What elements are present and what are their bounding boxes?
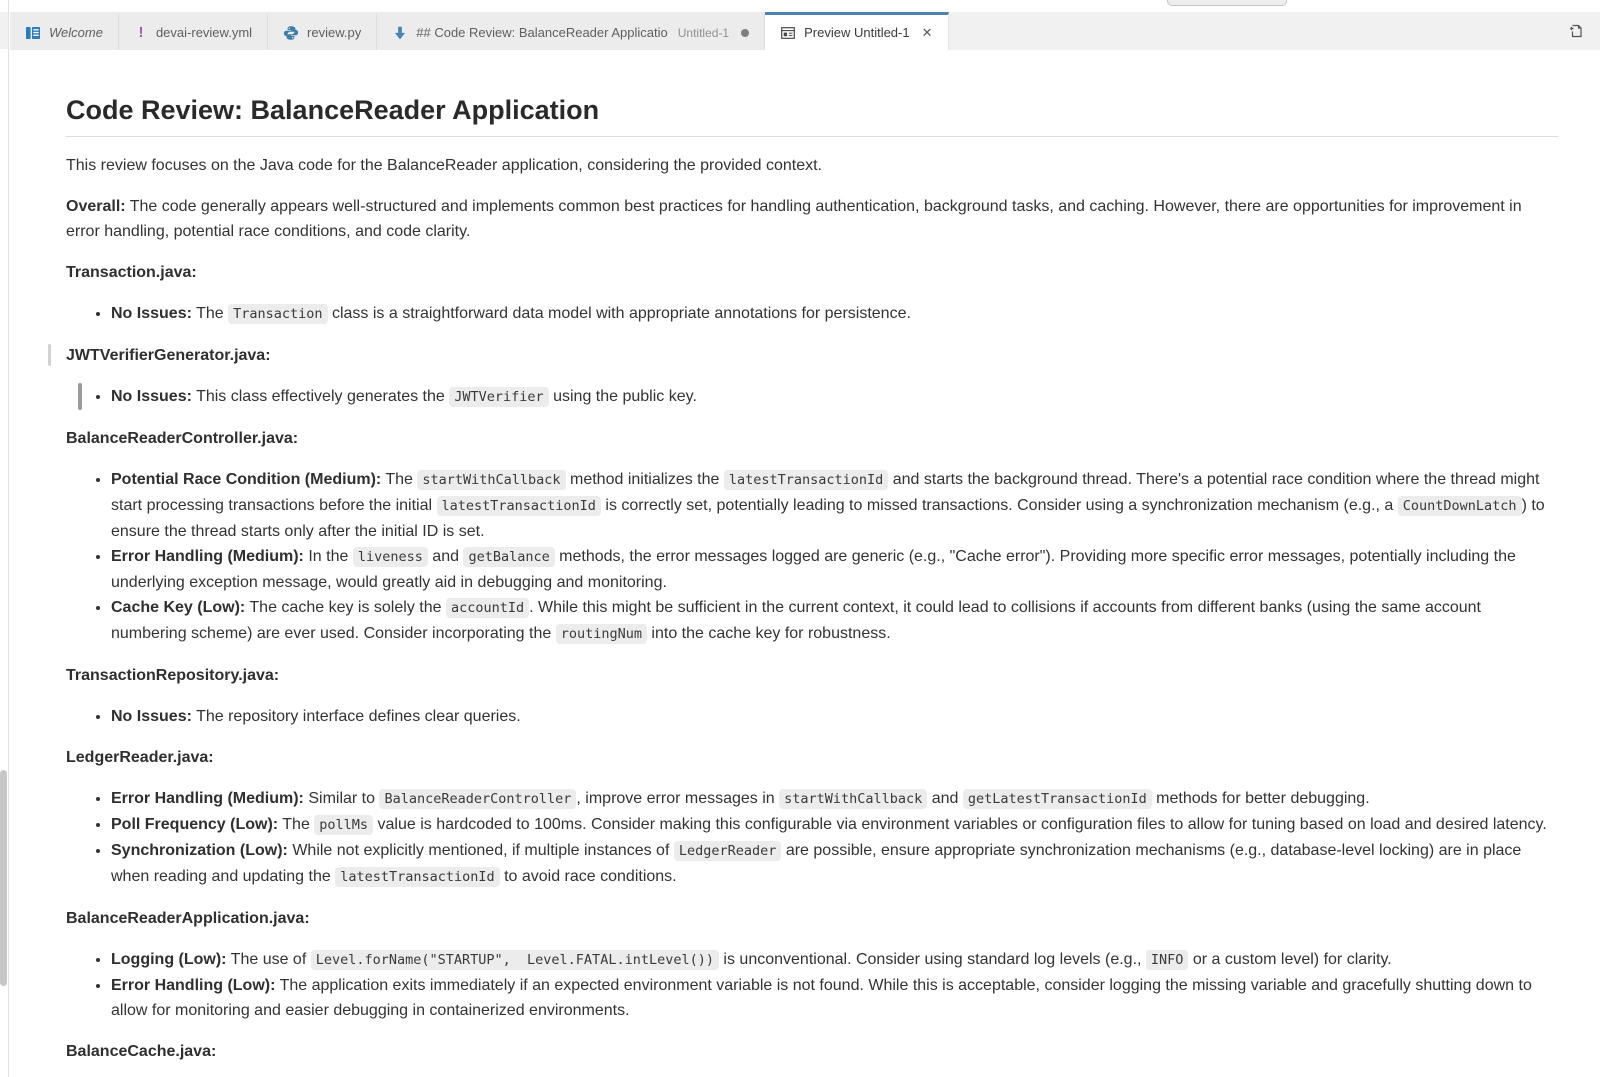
adjacent-editor-strip [0,0,9,1077]
bold-text: Logging (Low): [111,951,227,968]
inline-code: INFO [1146,950,1189,970]
bold-text: BalanceReaderController.java: [66,430,299,447]
bold-text: BalanceReaderApplication.java: [66,910,310,927]
tab-label: Welcome [49,25,103,40]
inline-code: Transaction [228,304,327,324]
close-icon[interactable]: ✕ [921,25,933,40]
bold-text: Synchronization (Low): [111,842,288,859]
text: The cache key is solely the [245,599,446,616]
tab-welcome[interactable] [10,12,119,50]
text: The repository interface defines clear queries. [191,708,521,725]
inline-code: pollMs [314,815,373,835]
bullet-list [66,467,1558,647]
inline-code: startWithCallback [779,789,927,809]
list-item [111,301,1558,327]
text: This class effectively generates the [191,388,450,405]
text: and [927,790,963,807]
inline-code: BalanceReaderController [379,789,576,809]
tab-bar [10,12,1600,50]
editor-actions [1566,12,1600,50]
bold-text: No Issues: [111,388,192,405]
overall-paragraph [66,194,1558,244]
inline-code: latestTransactionId [437,496,601,516]
list-item [111,973,1558,1023]
inline-code: getLatestTransactionId [963,789,1152,809]
text: using the public key. [548,388,697,405]
text: While not explicitly mentioned, if multiple instances of [287,842,674,859]
bullet-list [66,384,1558,410]
modified-dot-icon [741,29,749,37]
tab-label: review.py [307,25,362,40]
tab-label: devai-review.yml [155,25,253,40]
tab-label: Preview Untitled-1 [804,25,910,40]
inline-code: routingNum [556,624,647,644]
bold-text: Cache Key (Low): [111,599,246,616]
list-item [111,838,1558,890]
adjacent-tabbar-edge [0,12,8,49]
list-item [111,812,1558,838]
text: The use of [226,951,311,968]
bold-text: Overall: [66,198,126,215]
text: The [278,816,315,833]
text: methods, the error messages logged are generic (e.g., "Cache error"). Providing more specific error messages, potentially including the underlying exception message, would greatly aid in debugging and monitoring. [111,548,1516,591]
file-heading-balancereadercontroller [66,426,1558,451]
list-item [111,467,1558,544]
welcome-icon [25,25,41,41]
text: is correctly set, potentially leading to missed transactions. Consider using a synchronization mechanism (e.g., a [600,497,1398,514]
tab-review-py[interactable] [268,12,377,50]
list-item [111,595,1558,647]
list-item [111,947,1558,973]
bold-text: Error Handling (Low): [111,977,276,994]
editor-group [10,0,1600,1077]
text: Similar to [303,790,380,807]
markdown-icon [392,25,408,41]
bold-text: Error Handling (Medium): [111,548,304,565]
bullet-list [66,947,1558,1023]
bullet-list [66,301,1558,327]
text: or a custom level) for clarity. [1188,951,1392,968]
page-title: Code Review: BalanceReader Application [66,94,1558,137]
bold-text: JWTVerifierGenerator.java: [66,347,271,364]
text: to avoid race conditions. [499,868,677,885]
text: value is hardcoded to 100ms. Consider making this configurable via environment variables or configuration files to allow for tuning based on load and desired latency. [373,816,1547,833]
inline-code: latestTransactionId [335,867,499,887]
python-icon [283,25,299,41]
text: is unconventional. Consider using standard log levels (e.g., [718,951,1146,968]
markdown-preview [10,50,1600,1077]
inline-code: startWithCallback [417,470,565,490]
file-heading-balancereaderapplication [66,906,1558,931]
inline-code: liveness [353,547,428,567]
list-item [111,544,1558,595]
list-item [111,786,1558,812]
tab-untitled-markdown[interactable] [377,12,765,50]
bold-text: Poll Frequency (Low): [111,816,279,833]
bold-text: No Issues: [111,305,192,322]
text: The [191,305,229,322]
preview-icon [780,25,796,41]
file-heading-ledgerreader [66,745,1558,770]
text: into the cache key for robustness. [646,625,891,642]
inline-code: Level.forName("STARTUP", Level.FATAL.intLevel()) [311,950,719,970]
file-heading-transaction [66,260,1558,285]
scrollbar-thumb[interactable] [0,770,7,986]
active-line-marker [48,344,51,366]
text: and [427,548,464,565]
text: . While this might be sufficient in the current context, it could lead to collisions if accounts from different banks (using the same account numbering scheme) are ever used. Consider incorporating the [111,599,1481,642]
bullet-list [66,786,1558,890]
bold-text: BalanceCache.java: [66,1043,217,1060]
active-line-marker [78,383,82,410]
tab-label: ## Code Review: BalanceReader Applicatio [416,25,668,40]
text: This review focuses on the Java code for the BalanceReader application, considering the provided context. [66,157,822,174]
yaml-icon: ! [138,24,144,41]
text: methods for better debugging. [1151,790,1370,807]
inline-code: accountId [446,598,529,618]
text: In the [303,548,353,565]
file-heading-balancecache [66,1039,1558,1064]
text: ) to ensure the thread starts only after the initial ID is set. [111,497,1545,540]
text: are possible, ensure appropriate synchronization mechanisms (e.g., database-level locking) are in place when reading and updating the [111,842,1522,885]
floating-widget-edge [1167,0,1287,6]
bold-text: Transaction.java: [66,264,197,281]
file-heading-transactionrepository [66,663,1558,688]
text: The [381,471,418,488]
tab-preview-untitled[interactable] [765,12,948,50]
list-item [111,384,1558,410]
text: class is a straightforward data model with appropriate annotations for persistence. [327,305,911,322]
list-item [111,704,1558,729]
tab-devai-review-yml[interactable] [119,12,268,50]
titlebar-band [0,0,1600,12]
text: The application exits immediately if an expected environment variable is not found. While this is acceptable, consider logging the missing variable and gracefully shutting down to allow for monitoring and easier debugging in containerized environments. [111,977,1532,1019]
inline-code: latestTransactionId [724,470,888,490]
intro-paragraph [66,153,1558,178]
bold-text: TransactionRepository.java: [66,667,280,684]
markdown-body [66,153,1558,1064]
text: , improve error messages in [576,790,780,807]
bold-text: LedgerReader.java: [66,749,214,766]
inline-code: getBalance [463,547,554,567]
text: and starts the background thread. There's a potential race condition where the thread might start processing transactions before the initial [111,471,1540,514]
inline-code: CountDownLatch [1398,496,1522,516]
bullet-list [66,704,1558,729]
text: The code generally appears well-structured and implements common best practices for handling authentication, background tasks, and caching. However, there are opportunities for improvement in error handling, potential race conditions, and code clarity. [66,198,1522,240]
bold-text: Potential Race Condition (Medium): [111,471,382,488]
bold-text: Error Handling (Medium): [111,790,304,807]
inline-code: JWTVerifier [449,387,548,407]
tab-description: Untitled-1 [677,25,730,40]
text: method initializes the [565,471,724,488]
inline-code: LedgerReader [674,841,782,861]
split-editor-icon[interactable] [1566,22,1584,40]
file-heading-jwtverifiergenerator [66,343,1558,368]
bold-text: No Issues: [111,708,192,725]
